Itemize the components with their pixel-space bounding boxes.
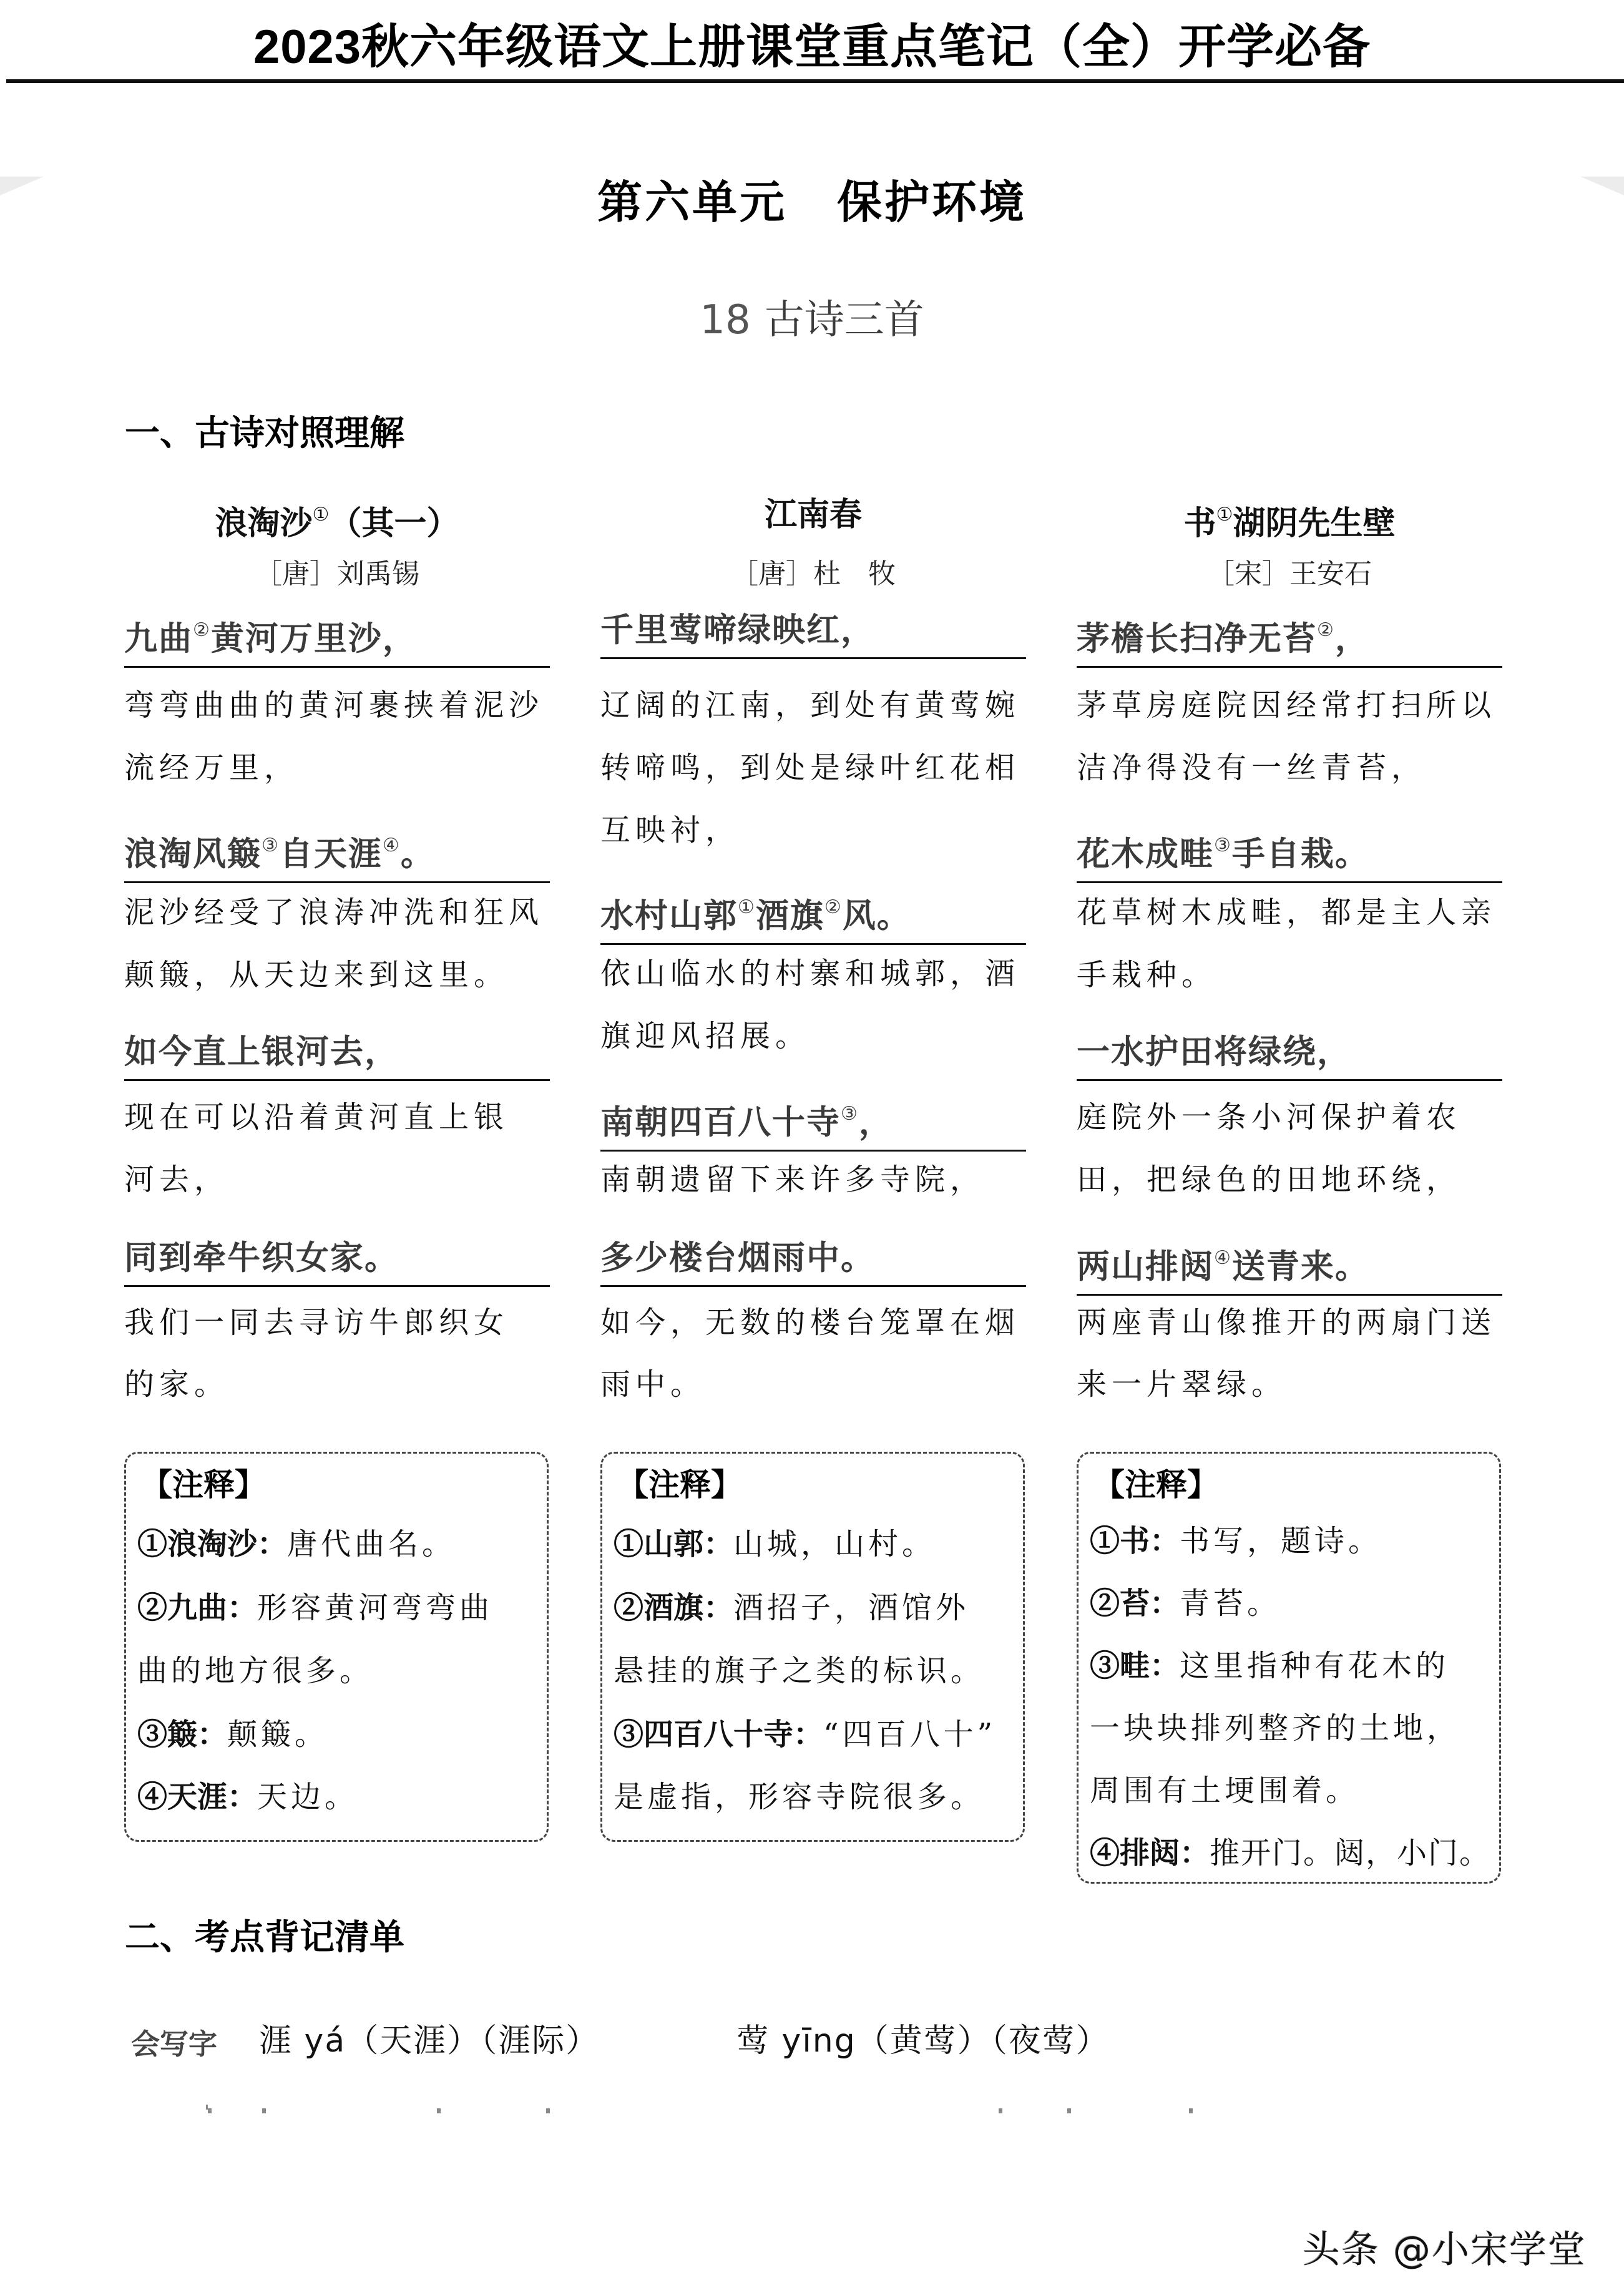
annotation-item: ①书：书写，题诗。 [1090, 1524, 1382, 1558]
annotation-header: 【注释】 [141, 1467, 266, 1503]
cut-off-text-fragment [206, 2105, 208, 2110]
cut-off-text-fragment [1067, 2108, 1071, 2113]
translation-line: 弯弯曲曲的黄河裹挟着泥沙 [124, 688, 544, 723]
translation-line: 雨中。 [600, 1367, 706, 1402]
cut-off-text-fragment [999, 2108, 1002, 2113]
translation-line: 庭院外一条小河保护着农 [1077, 1100, 1462, 1135]
annotation-header: 【注释】 [617, 1467, 742, 1503]
cut-off-text-fragment [208, 2108, 212, 2113]
translation-line: 流经万里， [124, 750, 300, 785]
cut-off-text-fragment [1189, 2108, 1193, 2113]
translation-line: 的家。 [124, 1367, 230, 1402]
cut-off-text-fragment [262, 2108, 266, 2113]
translation-line: 颠簸，从天边来到这里。 [124, 957, 509, 992]
annotation-item: ①山郭：山城，山村。 [614, 1527, 936, 1562]
poem-author: ［唐］杜 牧 [731, 558, 896, 590]
unit-heading [0, 172, 1624, 232]
section-heading-poem-comparison: 一、古诗对照理解 [125, 413, 404, 454]
poem-line: 茅檐长扫净无苔②， [1077, 609, 1502, 668]
annotation-item: ①浪淘沙：唐代曲名。 [137, 1527, 456, 1562]
unit-theme: 保护环境 [837, 176, 1027, 228]
annotation-box-2 [600, 1452, 1025, 1842]
unit-number: 第六单元 [597, 176, 787, 228]
vocab-entry: 涯 yá（天涯）（涯际） [259, 2022, 600, 2060]
watermark: 头条 @小宋学堂 [1302, 2228, 1587, 2272]
lesson-title: 古诗三首 [764, 297, 924, 343]
translation-line: 手栽种。 [1077, 957, 1217, 992]
poem-line: 多少楼台烟雨中。 [600, 1236, 1026, 1287]
poem-author: ［宋］王安石 [1207, 558, 1372, 590]
poem-line: 千里莺啼绿映红， [600, 609, 1026, 659]
translation-line: 泥沙经受了浪涛冲洗和狂风 [124, 895, 544, 930]
annotation-box-1 [124, 1452, 549, 1842]
translation-line: 茅草房庭院因经常打扫所以 [1077, 688, 1497, 723]
annotation-item-continued: 曲的地方很多。 [137, 1653, 374, 1688]
annotation-item-continued: 一块块排列整齐的土地， [1090, 1711, 1461, 1746]
annotation-item-continued: 是虚指，形容寺院很多。 [614, 1779, 985, 1814]
poem-line: 一水护田将绿绕， [1077, 1030, 1502, 1081]
poem-line: 花木成畦③手自栽。 [1077, 824, 1502, 883]
translation-line: 田，把绿色的田地环绕， [1077, 1162, 1462, 1197]
translation-line: 花草树木成畦，都是主人亲 [1077, 895, 1497, 930]
annotation-item: ④天涯：天边。 [137, 1779, 359, 1814]
annotation-header: 【注释】 [1093, 1467, 1218, 1503]
poem-line: 水村山郭①酒旗②风。 [600, 886, 1026, 945]
translation-line: 来一片翠绿。 [1077, 1367, 1287, 1402]
poem-line: 同到牵牛织女家。 [124, 1236, 550, 1287]
translation-line: 如今，无数的楼台笼罩在烟 [600, 1305, 1020, 1340]
translation-line: 洁净得没有一丝青苔， [1077, 750, 1427, 785]
translation-line: 转啼鸣，到处是绿叶红花相 [600, 750, 1020, 785]
translation-line: 南朝遗留下来许多寺院， [600, 1162, 986, 1197]
translation-line: 辽阔的江南，到处有黄莺婉 [600, 688, 1020, 723]
poem-line: 如今直上银河去， [124, 1030, 550, 1081]
poem-line: 两山排闼④送青来。 [1077, 1236, 1502, 1296]
poem-line: 浪淘风簸③自天涯④。 [124, 824, 550, 883]
section-heading-exam-checklist: 二、考点背记清单 [125, 1917, 404, 1958]
annotation-box-3 [1077, 1452, 1501, 1884]
translation-line: 依山临水的村寨和城郭，酒 [600, 956, 1020, 991]
annotation-item: ②酒旗：酒招子，酒馆外 [614, 1590, 970, 1625]
title-divider [6, 79, 1624, 83]
translation-line: 河去， [124, 1162, 230, 1197]
footnote-marker: ① [312, 504, 330, 526]
annotation-item: ④排闼：推开门。闼，小门。 [1090, 1836, 1491, 1871]
document-title: 2023秋六年级语文上册课堂重点笔记（全）开学必备 [253, 21, 1371, 74]
lesson-heading [0, 293, 1624, 347]
footnote-marker: ① [1216, 504, 1233, 526]
poem-title: 浪淘沙①（其一） [215, 504, 459, 542]
annotation-item: ②九曲：形容黄河弯弯曲 [137, 1590, 494, 1625]
annotation-item-continued: 悬挂的旗子之类的标识。 [614, 1653, 985, 1688]
cut-off-text-fragment [437, 2108, 441, 2113]
translation-line: 我们一同去寻访牛郎织女 [124, 1305, 509, 1340]
translation-line: 两座青山像推开的两扇门送 [1077, 1305, 1497, 1340]
cut-off-text-fragment [546, 2108, 550, 2113]
vocab-entry: 莺 yīng（黄莺）（夜莺） [736, 2022, 1110, 2060]
poem-author: ［唐］刘禹锡 [255, 558, 419, 590]
poem-line: 九曲②黄河万里沙， [124, 609, 550, 668]
translation-line: 现在可以沿着黄河直上银 [124, 1100, 509, 1135]
annotation-item: ③畦：这里指种有花木的 [1090, 1648, 1450, 1683]
annotation-item: ③簸：颠簸。 [137, 1717, 329, 1752]
translation-line: 旗迎风招展。 [600, 1019, 811, 1054]
poem-title: 书①湖阴先生壁 [1183, 504, 1396, 542]
lesson-number: 18 [700, 297, 751, 343]
annotation-item-continued: 周围有土埂围着。 [1090, 1773, 1360, 1808]
poem-title: 江南春 [764, 496, 862, 534]
poem-line: 南朝四百八十寺③， [600, 1092, 1026, 1152]
translation-line: 互映衬， [600, 813, 741, 848]
vocab-label: 会写字 [131, 2027, 217, 2061]
annotation-item: ③四百八十寺：“四百八十” [614, 1717, 997, 1752]
annotation-item: ②苔：青苔。 [1090, 1586, 1281, 1621]
